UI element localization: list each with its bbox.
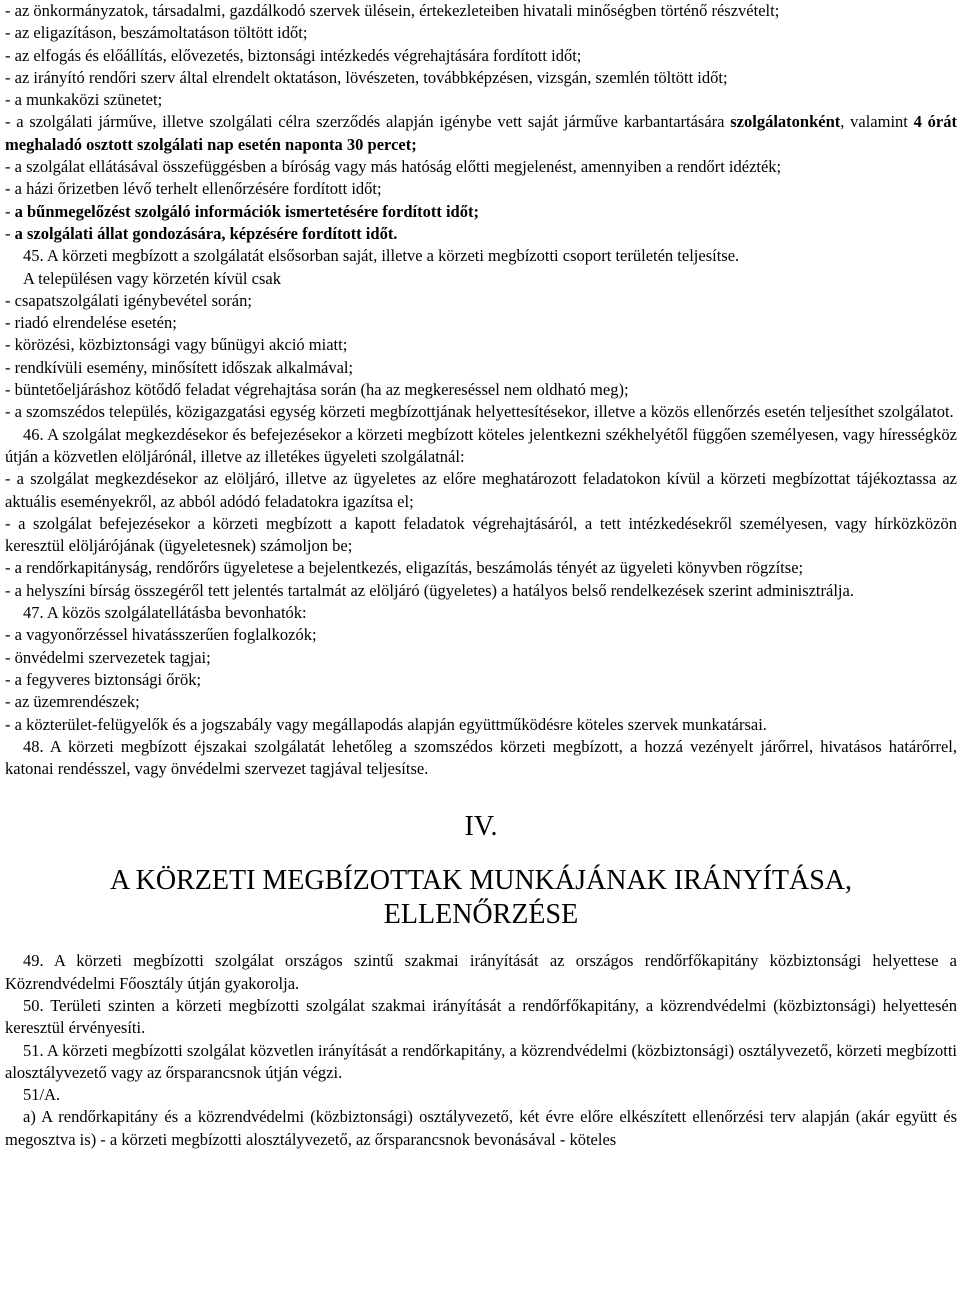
list-item: - a vagyonőrzéssel hivatásszerűen foglalkozók; (5, 625, 317, 645)
list-item: - rendkívüli esemény, minősített időszak alkalmával; (5, 357, 354, 377)
paragraph-45-lead: A településen vagy körzetén kívül csak (23, 268, 281, 288)
list-item: - büntetőeljáráshoz kötődő feladat végrehajtása során (ha az megkereséssel nem oldható meg); (5, 380, 629, 400)
list-item: - a rendőrkapitányság, rendőrőrs ügyeletese a bejelentkezés, eligazítás, beszámolás tényét az ügyeleti könyvben rögzítse; (5, 558, 804, 578)
list-block-46 (5, 468, 957, 602)
section-title-line: ELLENŐRZÉSE (383, 899, 579, 931)
list-item-animal: - a szolgálati állat gondozására, képzésére fordított időt. (5, 223, 398, 243)
list-item: - a szolgálat megkezdésekor az elöljáró, illetve az ügyeletes az előre meghatározott feladatokon kívül a körzeti megbízottat tájékoztassa az aktuális eseményekről, az abból adódó feladatokra igazítsa el; (5, 469, 957, 511)
list-item-crime-prevention: - a bűnmegelőzést szolgáló információk ismertetésére fordított időt; (5, 201, 479, 221)
list-item: - az elfogás és előállítás, elővezetés, biztonsági intézkedés végrehajtására fordított időt; (5, 45, 582, 65)
list-item: - önvédelmi szervezetek tagjai; (5, 647, 211, 667)
list-item: - a szomszédos település, közigazgatási egység körzeti megbízottjának helyettesítésekor, illetve a közös ellenőrzés esetén teljesíthet szolgálatot. (5, 402, 954, 422)
list-block-45 (5, 290, 957, 401)
section-title-line: A KÖRZETI MEGBÍZOTTAK MUNKÁJÁNAK IRÁNYÍTÁSA, (109, 865, 853, 897)
paragraph-45: 45. A körzeti megbízott a szolgálatát elsősorban saját, illetve a körzeti megbízotti csoport területén teljesítse. (23, 246, 740, 266)
paragraph-50: 50. Területi szinten a körzeti megbízotti szolgálat szakmai irányítását a rendőrfőkapitány, a közrendvédelmi (közbiztonsági) helyettesén keresztül érvényesíti. (5, 995, 957, 1038)
section-number: IV. (464, 811, 498, 843)
list-item-court: - a szolgálat ellátásával összefüggésben a bíróság vagy más hatóság előtti megjelenést, amennyiben a rendőrt idézték; (5, 157, 782, 177)
paragraph-49: 49. A körzeti megbízotti szolgálat országos szintű szakmai irányítását az országos rendőrfőkapitány közbiztonsági helyettese a Közrendvédelmi Főosztály útján gyakorolja. (5, 951, 957, 993)
paragraph-51: 51. A körzeti megbízotti szolgálat közvetlen irányítását a rendőrkapitány, a közrendvédelmi (közbiztonsági) osztályvezető, körzeti megbízotti alosztályvezető vagy az őrsparancsnok útján végzi. (5, 1040, 957, 1082)
list-item: - az irányító rendőri szerv által elrendelt oktatáson, lövészeten, továbbképzésen, vizsgán, szemlén töltött időt; (5, 67, 728, 87)
list-item: - a munkaközi szünetet; (5, 90, 163, 110)
list-item: - a fegyveres biztonsági őrök; (5, 669, 202, 689)
paragraph-46: 46. A szolgálat megkezdésekor és befejezésekor a körzeti megbízott köteles jelentkezni székhelyétől függően személyesen, vagy hírességköz útján a közvetlen elöljárónál, illetve az illetékes ügyeleti szolgálatnál: (5, 424, 957, 466)
list-item: - csapatszolgálati igénybevétel során; (5, 290, 252, 310)
paragraph-51a-heading: 51/A. (23, 1085, 61, 1105)
list-item: - az önkormányzatok, társadalmi, gazdálkodó szervek ülésein, értekezleteiben hivatali minőségben történő részvételt; (5, 1, 780, 20)
list-block-47 (5, 624, 957, 735)
list-item: - az üzemrendészek; (5, 692, 140, 712)
paragraph-48: 48. A körzeti megbízott éjszakai szolgálatát lehetőleg a szomszédos körzeti megbízott, a hozzá vezényelt járőrrel, hivatásos határőrrel, katonai rendésszel, vagy önvédelmi szervezet tagjával teljesítse. (5, 736, 957, 779)
list-item: - a helyszíni bírság összegéről tett jelentés tartalmát az elöljáró (ügyeletes) a hatályos belső rendelkezések szerint adminisztrálja. (5, 580, 854, 600)
paragraph-47: 47. A közös szolgálatellátásba bevonhatók: (23, 603, 307, 623)
list-item: - az eligazításon, beszámoltatáson töltött időt; (5, 23, 308, 43)
list-item: - a szolgálat befejezésekor a körzeti megbízott a kapott feladatok végrehajtásáról, a tett intézkedésekről személyesen, vagy hírközközön keresztül elöljárójának (ügyeletesnek) számoljon be; (5, 513, 957, 556)
list-item-vehicle: - a szolgálati járműve, illetve szolgálati célra szerződés alapján igénybe vett saját járműve karbantartására szolgálatonként, valamint 4 órát meghaladó osztott szolgálati nap esetén naponta 30 percet; (5, 112, 957, 154)
paragraph-51a: a) A rendőrkapitány és a közrendvédelmi (közbiztonsági) osztályvezető, két évre előre elkészített ellenőrzési terv alapján (akár együtt és megosztva is) - a körzeti megbízotti alosztályvezető, az őrsparancsnok bevonásával - köteles (5, 1107, 957, 1149)
list-block-1 (5, 0, 957, 111)
list-item-house-arrest: - a házi őrizetben lévő terhelt ellenőrzésére fordított időt; (5, 179, 382, 199)
list-item: - riadó elrendelése esetén; (5, 313, 177, 333)
list-item: - a közterület-felügyelők és a jogszabály vagy megállapodás alapján együttműködésre köteles szervek munkatársai. (5, 714, 767, 734)
section-title (5, 864, 957, 932)
list-item: - körözési, közbiztonsági vagy bűnügyi akció miatt; (5, 335, 348, 355)
